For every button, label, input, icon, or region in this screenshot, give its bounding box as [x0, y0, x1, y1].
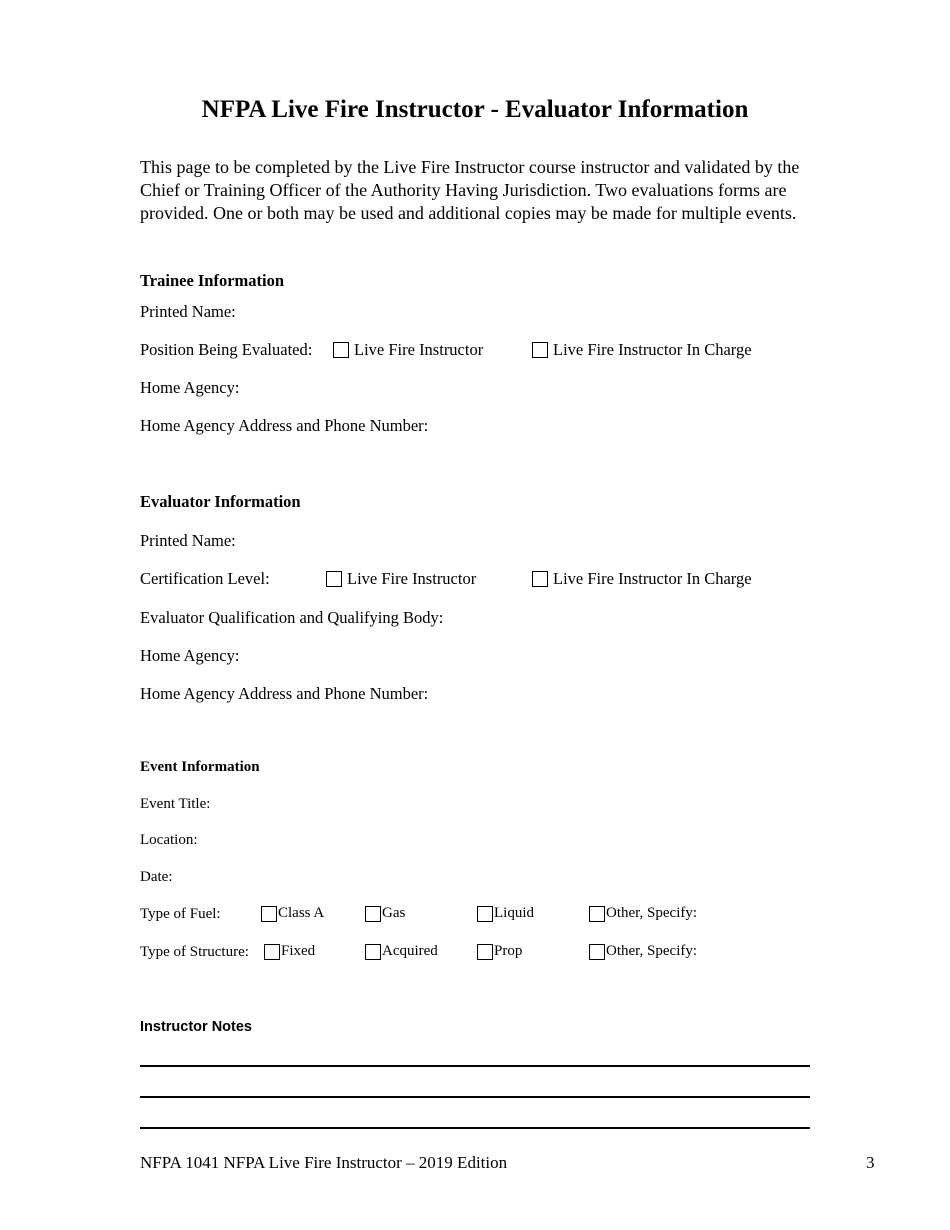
- page-title: NFPA Live Fire Instructor - Evaluator Information: [201, 96, 749, 123]
- fuel-type-label: Type of Fuel:: [140, 906, 221, 922]
- option-label: Other, Specify:: [606, 905, 698, 921]
- structure-option-acquired[interactable]: [365, 943, 438, 960]
- option-label: Live Fire Instructor: [354, 340, 484, 359]
- structure-option-other[interactable]: [589, 943, 697, 960]
- trainee-printed-name-label: Printed Name:: [140, 302, 236, 321]
- trainee-home-address-label: Home Agency Address and Phone Number:: [140, 416, 429, 435]
- page-number: 3: [866, 1153, 875, 1172]
- event-title-label: Event Title:: [140, 796, 211, 812]
- footer-text: NFPA 1041 NFPA Live Fire Instructor – 2019 Edition: [140, 1153, 508, 1172]
- trainee-option-instructor-in-charge[interactable]: [532, 340, 752, 360]
- option-label: Live Fire Instructor In Charge: [553, 340, 752, 359]
- trainee-home-agency-label: Home Agency:: [140, 378, 240, 397]
- option-label: Prop: [494, 943, 523, 959]
- checkbox[interactable]: [532, 342, 548, 358]
- event-date-label: Date:: [140, 869, 173, 885]
- notes-section-heading: Instructor Notes: [140, 1019, 252, 1035]
- option-label: Class A: [278, 905, 325, 921]
- option-label: Other, Specify:: [606, 943, 698, 959]
- option-label: Live Fire Instructor: [347, 569, 477, 588]
- event-location-label: Location:: [140, 832, 198, 848]
- fuel-option-gas[interactable]: [365, 905, 405, 922]
- option-label: Liquid: [494, 905, 534, 921]
- checkbox[interactable]: [589, 906, 605, 922]
- evaluator-qualification-label: Evaluator Qualification and Qualifying Body:: [140, 608, 444, 627]
- fuel-option-other[interactable]: [589, 905, 697, 922]
- checkbox[interactable]: [326, 571, 342, 587]
- evaluator-certification-label: Certification Level:: [140, 569, 270, 588]
- evaluator-home-address-label: Home Agency Address and Phone Number:: [140, 684, 429, 703]
- structure-type-label: Type of Structure:: [140, 944, 249, 960]
- evaluator-home-agency-label: Home Agency:: [140, 646, 240, 665]
- checkbox[interactable]: [333, 342, 349, 358]
- option-label: Acquired: [382, 943, 438, 959]
- option-label: Gas: [382, 905, 406, 921]
- notes-line-3[interactable]: [140, 1127, 810, 1129]
- checkbox[interactable]: [477, 944, 493, 960]
- structure-option-fixed[interactable]: [264, 943, 315, 960]
- fuel-option-class-a[interactable]: [261, 905, 324, 922]
- checkbox[interactable]: [264, 944, 280, 960]
- intro-paragraph: This page to be completed by the Live Fire Instructor course instructor and validated by the Chief or Training Officer of the Authority Having Jurisdiction. Two evaluations forms are provided. One or both may be used and additional copies may be made for multiple events.: [140, 157, 800, 223]
- notes-line-2[interactable]: [140, 1096, 810, 1098]
- checkbox[interactable]: [532, 571, 548, 587]
- evaluator-option-instructor-in-charge[interactable]: [532, 569, 752, 589]
- structure-option-prop[interactable]: [477, 943, 522, 960]
- evaluator-option-live-fire-instructor[interactable]: [326, 569, 476, 589]
- checkbox[interactable]: [477, 906, 493, 922]
- trainee-section-heading: Trainee Information: [140, 271, 285, 290]
- checkbox[interactable]: [365, 906, 381, 922]
- option-label: Fixed: [281, 943, 316, 959]
- option-label: Live Fire Instructor In Charge: [553, 569, 752, 588]
- evaluator-printed-name-label: Printed Name:: [140, 531, 236, 550]
- trainee-option-live-fire-instructor[interactable]: [333, 340, 483, 360]
- checkbox[interactable]: [261, 906, 277, 922]
- checkbox[interactable]: [589, 944, 605, 960]
- trainee-position-label: Position Being Evaluated:: [140, 340, 313, 359]
- event-section-heading: Event Information: [140, 759, 260, 775]
- notes-line-1[interactable]: [140, 1065, 810, 1067]
- checkbox[interactable]: [365, 944, 381, 960]
- fuel-option-liquid[interactable]: [477, 905, 534, 922]
- evaluator-section-heading: Evaluator Information: [140, 492, 301, 511]
